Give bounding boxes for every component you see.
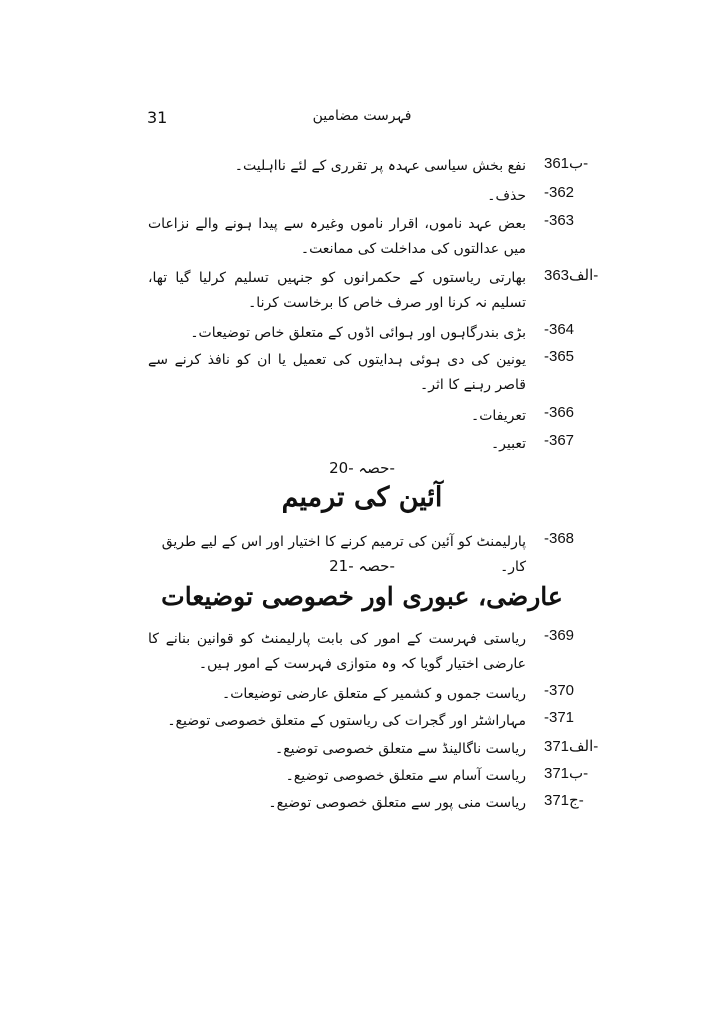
part-label: حصہ -21-: [329, 557, 395, 575]
entry-text: ریاست منی پور سے متعلق خصوصی توضیع۔: [268, 795, 526, 811]
entry-text: ریاست ناگالینڈ سے متعلق خصوصی توضیع۔: [274, 741, 526, 757]
entry-text: یونین کی دی ہوئی ہدایتوں کی تعمیل یا ان کو نافذ کرنے سے قاصر رہنے کا اثر۔: [148, 352, 526, 393]
page-header-title: فہرست مضامین: [312, 108, 412, 124]
entry-text: ریاست جموں و کشمیر کے متعلق عارضی توضیعات۔: [221, 686, 526, 702]
entry-number: -369: [544, 627, 575, 644]
part-label: حصہ -20-: [329, 459, 395, 477]
entry-number: -366: [544, 404, 575, 421]
entry-text: تعریفات۔: [470, 408, 526, 424]
entry-number: -365: [544, 348, 575, 365]
entry-number: -371: [544, 709, 575, 726]
entry-number: 361ب-: [544, 155, 589, 172]
entry-text: نفع بخش سیاسی عہدہ پر تقرری کے لئے نااہلیت۔: [234, 158, 526, 174]
entry-text: ریاست آسام سے متعلق خصوصی توضیع۔: [285, 768, 526, 784]
part-title: آئین کی ترمیم: [281, 482, 443, 513]
entry-number: -367: [544, 432, 575, 449]
entry-number: 363الف-: [544, 267, 599, 284]
entry-number: -370: [544, 682, 575, 699]
entry-number: 371ج-: [544, 792, 584, 809]
entry-text: بڑی بندرگاہوں اور ہوائی اڈوں کے متعلق خاص توضیعات۔: [190, 325, 526, 341]
entry-number: 371الف-: [544, 738, 599, 755]
entry-text: تعبیر۔: [490, 436, 526, 452]
entry-number: -363: [544, 212, 575, 229]
entry-number: -364: [544, 321, 575, 338]
entry-text: حذف۔: [487, 188, 526, 204]
entry-text: ریاستی فہرست کے امور کی بابت پارلیمنٹ کو قوانین بنانے کا عارضی اختیار گویا کہ وہ متوازی فہرست کے امور ہیں۔: [148, 631, 526, 672]
part-title: عارضی، عبوری اور خصوصی توضیعات: [161, 582, 563, 611]
entry-number: -362: [544, 184, 575, 201]
entry-text: بعض عہد ناموں، اقرار ناموں وغیرہ سے پیدا ہونے والے نزاعات میں عدالتوں کی مداخلت کی ممانعت۔: [148, 216, 526, 257]
entry-number: -368: [544, 530, 575, 547]
entry-text: مہاراشٹر اور گجرات کی ریاستوں کے متعلق خصوصی توضیع۔: [167, 713, 526, 729]
entry-text: بھارتی ریاستوں کے حکمرانوں کو جنہیں تسلیم کرلیا گیا تھا، تسلیم نہ کرنا اور صرف خاص کا برخاست کرنا۔: [148, 270, 526, 311]
entry-number: 371ب-: [544, 765, 589, 782]
page-number: 31: [147, 108, 168, 127]
entry-text: پارلیمنٹ کو آئین کی ترمیم کرنے کا اختیار اور اس کے لیے طریق کار۔: [161, 534, 526, 575]
